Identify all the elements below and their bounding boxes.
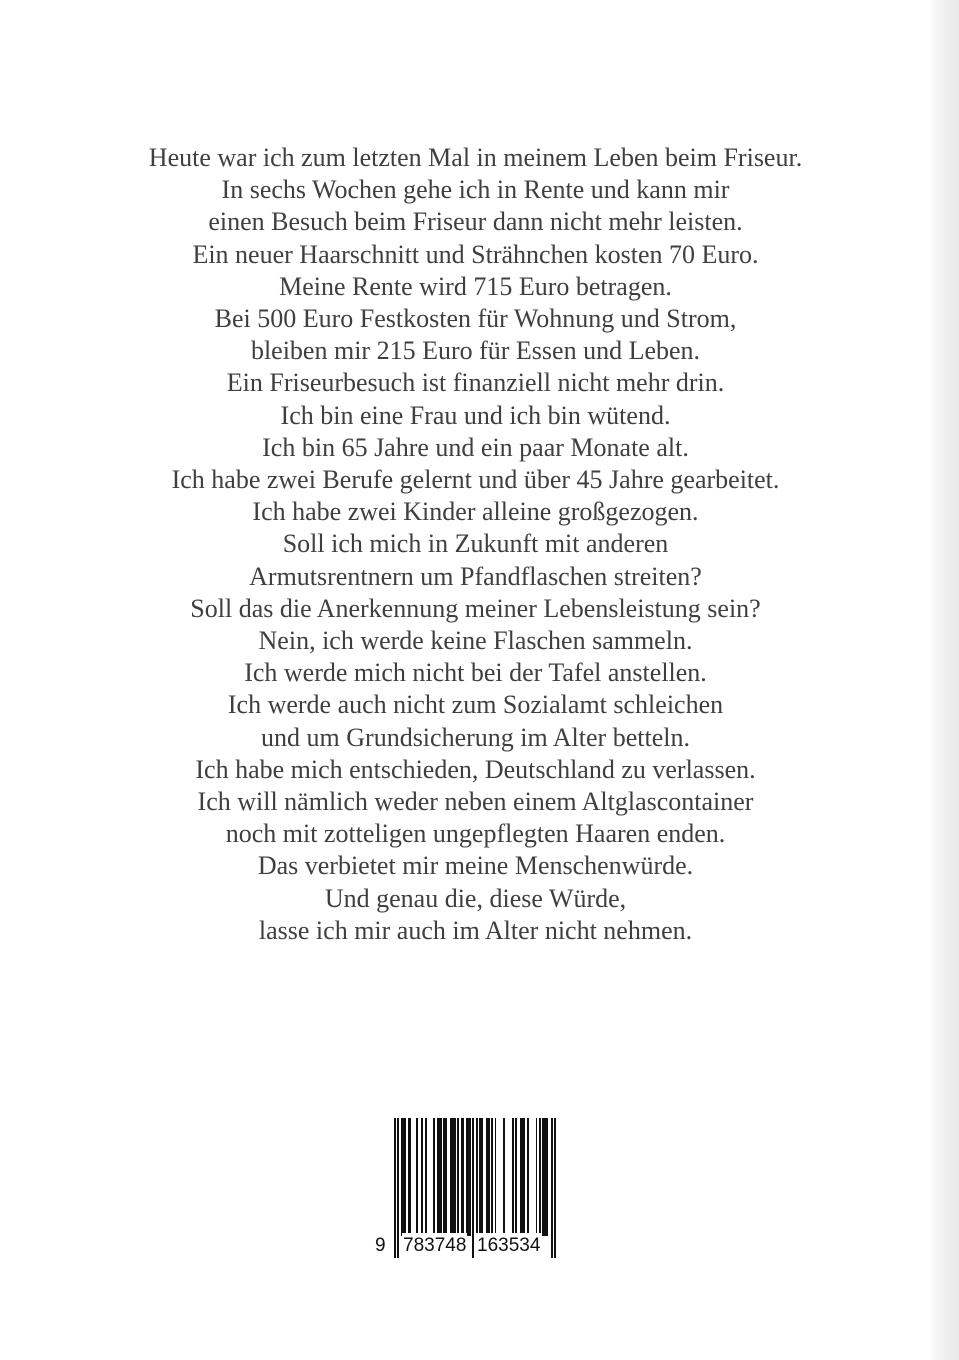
- poem-line: Ich werde auch nicht zum Sozialamt schleichen: [227, 690, 724, 720]
- barcode-bar: [440, 1118, 442, 1236]
- barcode-right-group: 163534: [476, 1233, 541, 1259]
- poem-line: bleiben mir 215 Euro für Essen und Leben.: [250, 336, 701, 366]
- poem-line: noch mit zotteligen ungepflegten Haaren enden.: [225, 819, 726, 849]
- barcode-bar: [524, 1118, 526, 1236]
- barcode-bar: [421, 1118, 423, 1236]
- poem-line: Und genau die, diese Würde,: [324, 883, 627, 913]
- barcode-bar: [481, 1118, 483, 1236]
- barcode-bar: [462, 1118, 464, 1236]
- barcode-bar: [425, 1118, 427, 1236]
- barcode-bar: [409, 1118, 411, 1236]
- barcode-bar: [546, 1118, 548, 1236]
- barcode-bar: [491, 1118, 493, 1236]
- barcode-first-digit: 9: [375, 1235, 386, 1256]
- poem-line: und um Grundsicherung im Alter betteln.: [261, 722, 690, 752]
- barcode-bar: [527, 1118, 529, 1236]
- barcode-digits: [375, 1233, 559, 1259]
- poem-line: Bei 500 Euro Festkosten für Wohnung und Strom,: [214, 304, 737, 334]
- poem-line: Nein, ich werde keine Flaschen sammeln.: [258, 626, 693, 656]
- poem-line: Ich habe mich entschieden, Deutschland zu verlassen.: [195, 754, 756, 784]
- barcode-left-group: 783748: [402, 1233, 467, 1259]
- barcode-bar: [536, 1118, 538, 1236]
- poem-line: Soll ich mich in Zukunft mit anderen: [282, 529, 669, 559]
- poem-text: [0, 142, 951, 947]
- barcode-bar: [404, 1118, 406, 1236]
- poem-line: Ich will nämlich weder neben einem Altglascontainer: [197, 787, 754, 817]
- poem-line: In sechs Wochen gehe ich in Rente und kann mir: [221, 175, 730, 205]
- barcode-bar: [416, 1118, 418, 1236]
- poem-line: Soll das die Anerkennung meiner Lebensleistung sein?: [190, 593, 761, 623]
- poem-line: Ich habe zwei Kinder alleine großgezogen.: [252, 497, 699, 527]
- barcode-bar: [515, 1118, 517, 1236]
- poem-line: Armutsrentnern um Pfandflaschen streiten?: [249, 561, 702, 591]
- poem-line: Ich bin 65 Jahre und ein paar Monate alt.: [262, 432, 689, 462]
- poem-line: Heute war ich zum letzten Mal in meinem Leben beim Friseur.: [148, 143, 803, 172]
- barcode-bar: [488, 1118, 490, 1236]
- barcode-bar: [454, 1118, 456, 1236]
- barcode-bar: [539, 1118, 541, 1236]
- barcode-bar: [512, 1118, 514, 1236]
- barcode-bar: [503, 1118, 505, 1236]
- poem-line: Ich werde mich nicht bei der Tafel anstellen.: [244, 658, 707, 688]
- poem-line: Ich bin eine Frau und ich bin wütend.: [280, 400, 671, 430]
- barcode-bar: [433, 1118, 435, 1236]
- poem-line: Meine Rente wird 715 Euro betragen.: [279, 271, 672, 301]
- poem-line: lasse ich mir auch im Alter nicht nehmen.: [258, 915, 693, 945]
- barcode-bar: [457, 1118, 459, 1236]
- barcode-bar: [495, 1118, 497, 1236]
- barcode-bar: [469, 1118, 471, 1236]
- poem-line: einen Besuch beim Friseur dann nicht mehr leisten.: [208, 207, 743, 237]
- isbn-barcode: [375, 1118, 559, 1268]
- poem-line: Ich habe zwei Berufe gelernt und über 45 Jahre gearbeitet.: [171, 465, 780, 495]
- barcode-bar: [445, 1118, 447, 1236]
- poem-line: Ein neuer Haarschnitt und Strähnchen kosten 70 Euro.: [192, 239, 759, 269]
- poem-line: Das verbietet mir meine Menschenwürde.: [257, 851, 694, 881]
- poem-line: Ein Friseurbesuch ist finanziell nicht mehr drin.: [226, 368, 725, 398]
